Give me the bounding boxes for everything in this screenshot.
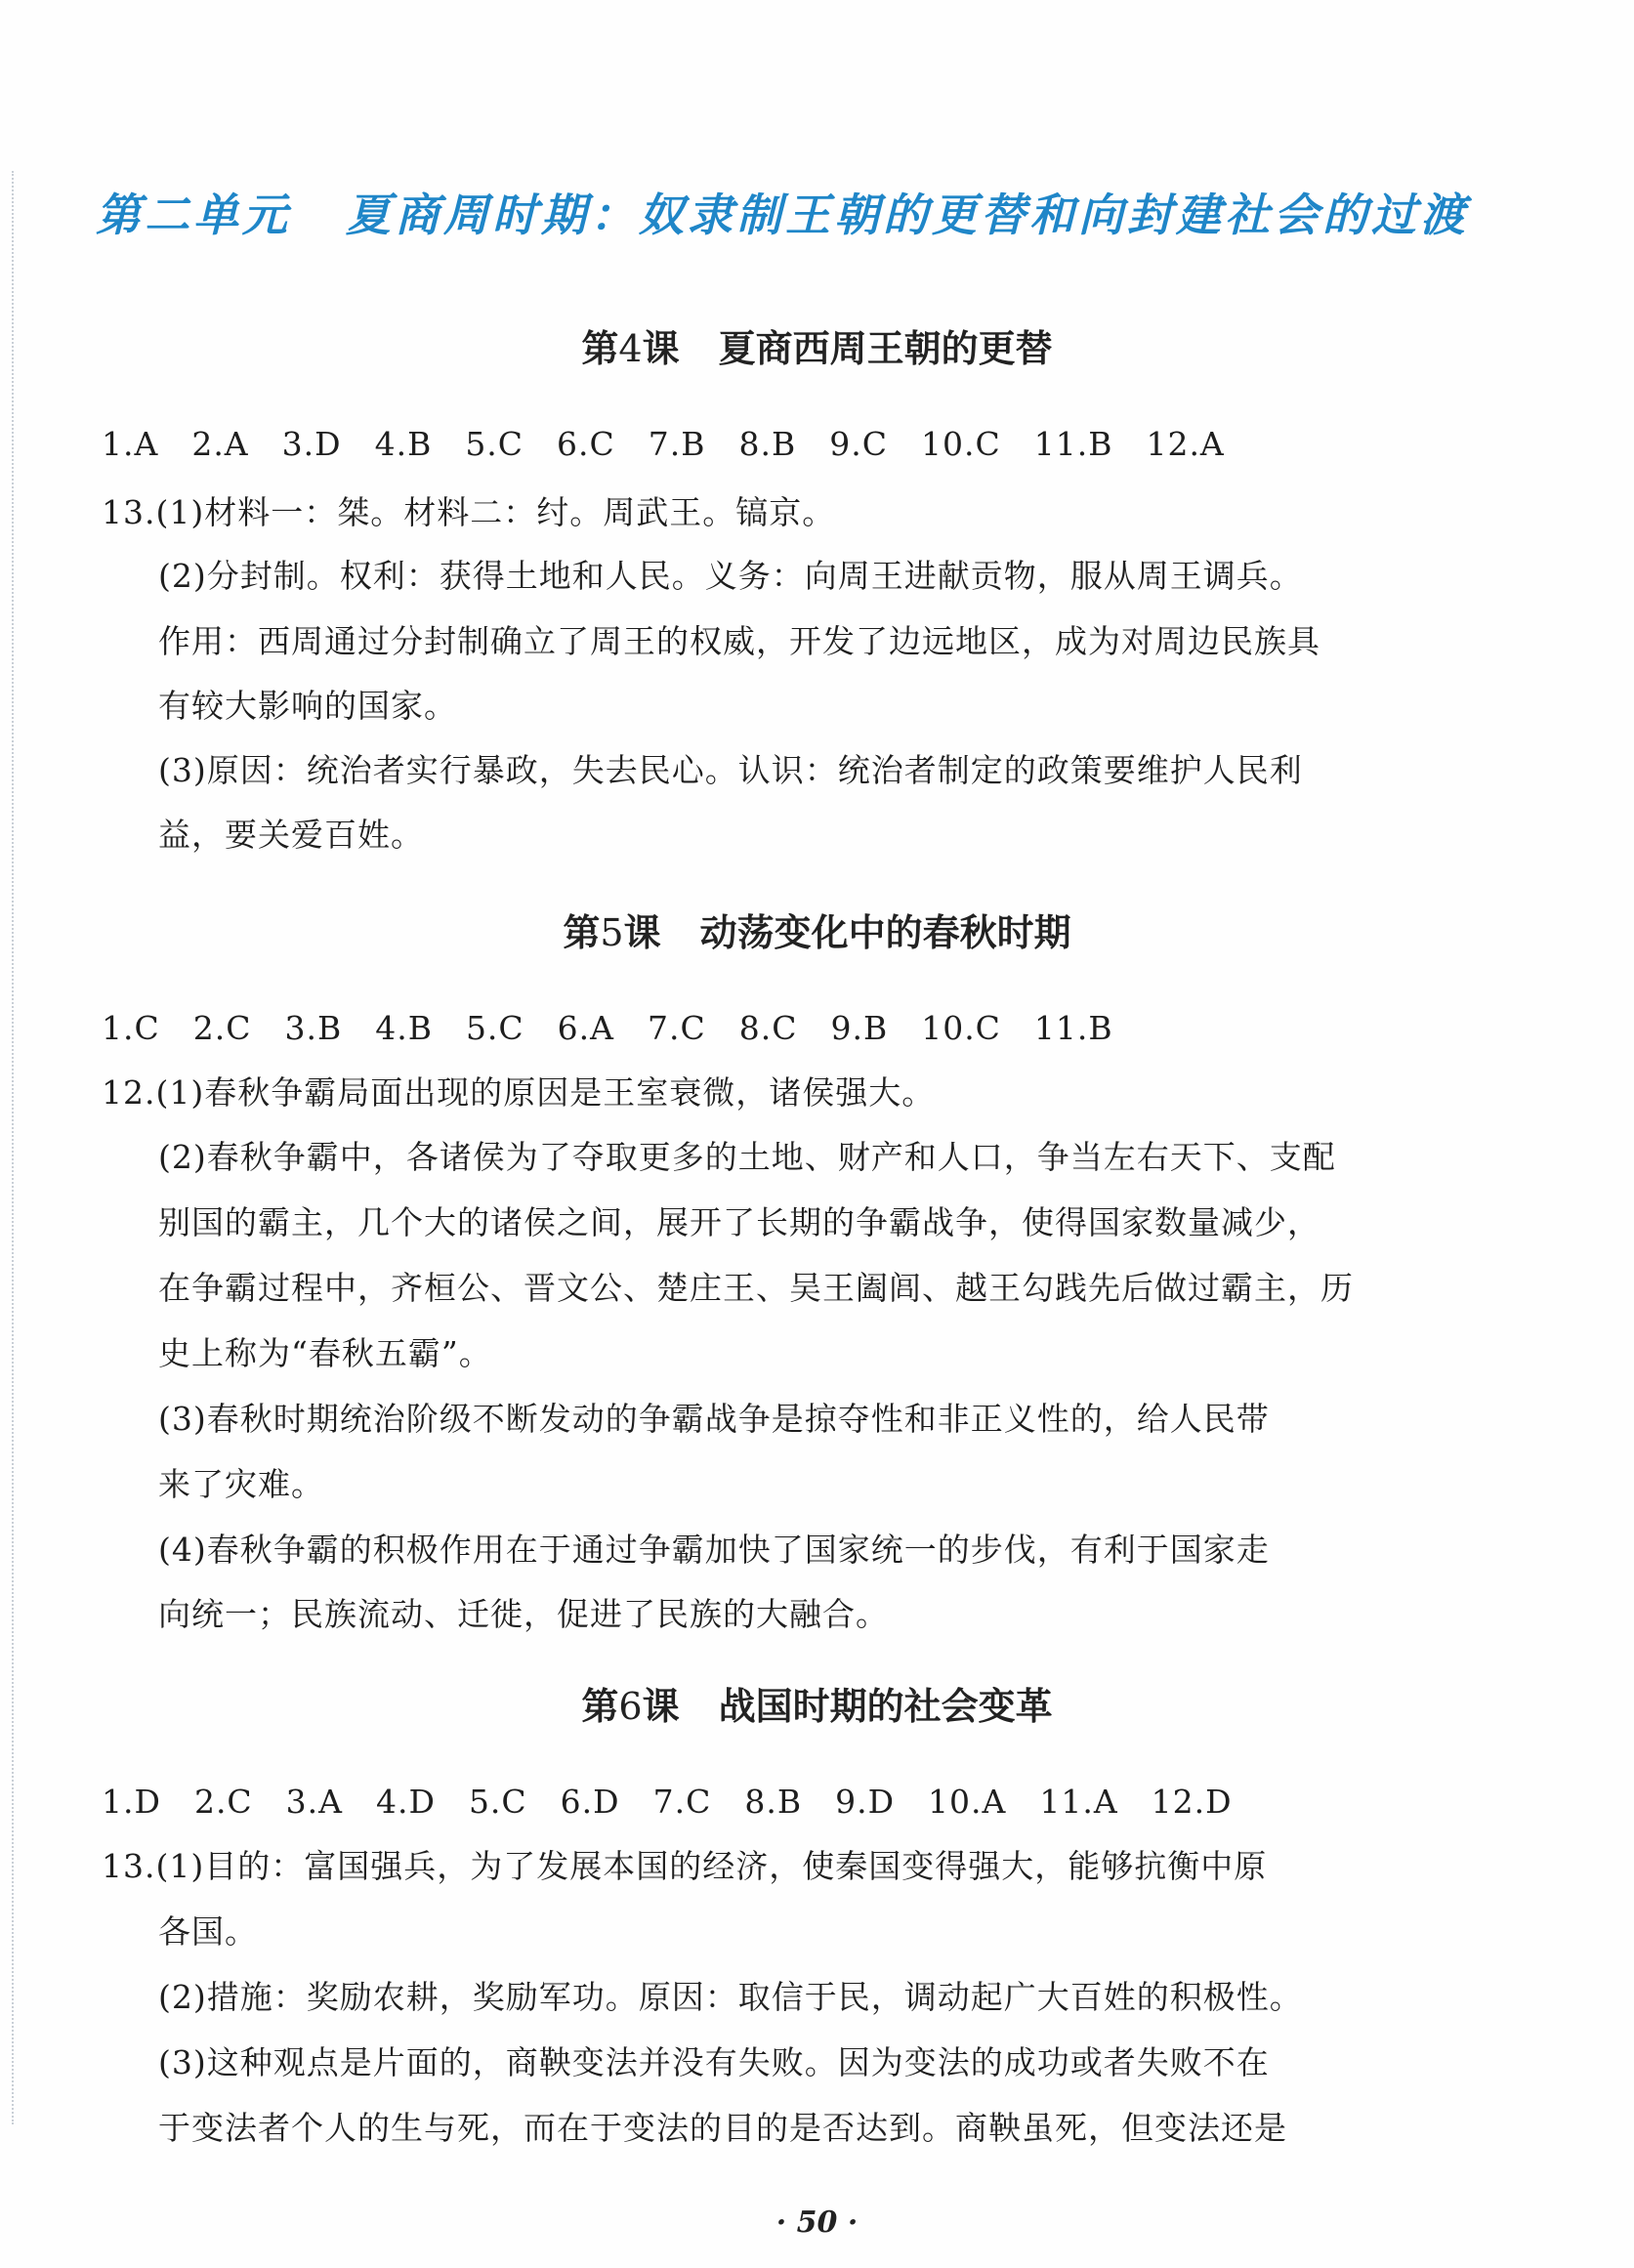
lesson-4-q13-part3-cont: 益，要关爱百姓。 (158, 816, 424, 854)
unit-label: 第二单元 (96, 189, 291, 241)
lesson-6-suffix: 课 (642, 1685, 680, 1728)
lesson-5-q12-part2: (2)春秋争霸中，各诸侯为了夺取更多的土地、财产和人口，争当左右天下、支配 (158, 1138, 1336, 1176)
lesson-5-q12-part3: (3)春秋时期统治阶级不断发动的争霸战争是掠夺性和非正义性的，给人民带 (158, 1400, 1270, 1438)
unit-heading: 夏商周时期：奴隶制王朝的更替和向封建社会的过渡 (346, 189, 1469, 241)
lesson-6-q13-part1: 13.(1)目的：富国强兵，为了发展本国的经济，使秦国变得强大，能够抗衡中原 (102, 1847, 1268, 1885)
lesson-5-q12-part2-cont3: 史上称为“春秋五霸”。 (158, 1334, 492, 1372)
lesson-4-suffix: 课 (642, 327, 680, 370)
lesson-4-choice-answers: 1.A 2.A 3.D 4.B 5.C 6.C 7.B 8.B 9.C 10.C 11.B 12.A (102, 425, 1225, 463)
lesson-4-q13-part2-cont1: 作用：西周通过分封制确立了周王的权威，开发了边远地区，成为对周边民族具 (158, 622, 1320, 660)
binding-edge (12, 171, 20, 2124)
lesson-4-title (0, 324, 1634, 373)
lesson-6-choice-answers: 1.D 2.C 3.A 4.D 5.C 6.D 7.C 8.B 9.D 10.A 11.A 12.D (102, 1783, 1233, 1821)
lesson-4-prefix: 第 (581, 327, 619, 370)
lesson-5-q12-part1: 12.(1)春秋争霸局面出现的原因是王室衰微，诸侯强大。 (102, 1073, 936, 1112)
lesson-6-heading: 战国时期的社会变革 (718, 1685, 1053, 1728)
lesson-4-q13-part2-cont2: 有较大影响的国家。 (158, 687, 457, 725)
lesson-5-heading: 动荡变化中的春秋时期 (699, 911, 1071, 954)
lesson-5-q12-part4-cont: 向统一；民族流动、迁徙，促进了民族的大融合。 (158, 1595, 889, 1633)
lesson-4-q13-part1: 13.(1)材料一：桀。材料二：纣。周武王。镐京。 (102, 493, 836, 531)
lesson-4-q13-part2: (2)分封制。权利：获得土地和人民。义务：向周王进献贡物，服从周王调兵。 (158, 557, 1303, 595)
lesson-6-number: 6 (618, 1685, 643, 1728)
lesson-5-q12-part2-cont1: 别国的霸主，几个大的诸侯之间，展开了长期的争霸战争，使得国家数量减少， (158, 1203, 1320, 1241)
page-number: · 50 · (775, 2205, 859, 2240)
lesson-5-q12-part4: (4)春秋争霸的积极作用在于通过争霸加快了国家统一的步伐，有利于国家走 (158, 1531, 1270, 1569)
lesson-5-suffix: 课 (623, 911, 661, 954)
lesson-4-heading: 夏商西周王朝的更替 (718, 327, 1053, 370)
lesson-6-title (0, 1682, 1634, 1731)
lesson-5-q12-part2-cont2: 在争霸过程中，齐桓公、晋文公、楚庄王、吴王阖闾、越王勾践先后做过霸主，历 (158, 1269, 1354, 1307)
lesson-6-q13-part3-cont: 于变法者个人的生与死，而在于变法的目的是否达到。商鞅虽死，但变法还是 (158, 2109, 1287, 2147)
lesson-5-prefix: 第 (563, 911, 601, 954)
lesson-5-title (0, 908, 1634, 957)
lesson-5-q12-part3-cont: 来了灾难。 (158, 1465, 324, 1503)
lesson-6-prefix: 第 (581, 1685, 619, 1728)
unit-title (96, 186, 1561, 244)
lesson-6-q13-part3: (3)这种观点是片面的，商鞅变法并没有失败。因为变法的成功或者失败不在 (158, 2043, 1270, 2081)
lesson-6-q13-part2: (2)措施：奖励农耕，奖励军功。原因：取信于民，调动起广大百姓的积极性。 (158, 1978, 1303, 2016)
lesson-5-choice-answers: 1.C 2.C 3.B 4.B 5.C 6.A 7.C 8.C 9.B 10.C 11.B (102, 1009, 1113, 1047)
lesson-5-number: 5 (600, 911, 624, 954)
lesson-6-q13-part1-cont: 各国。 (158, 1912, 258, 1951)
lesson-4-number: 4 (618, 327, 643, 370)
lesson-4-q13-part3: (3)原因：统治者实行暴政，失去民心。认识：统治者制定的政策要维护人民利 (158, 751, 1303, 789)
